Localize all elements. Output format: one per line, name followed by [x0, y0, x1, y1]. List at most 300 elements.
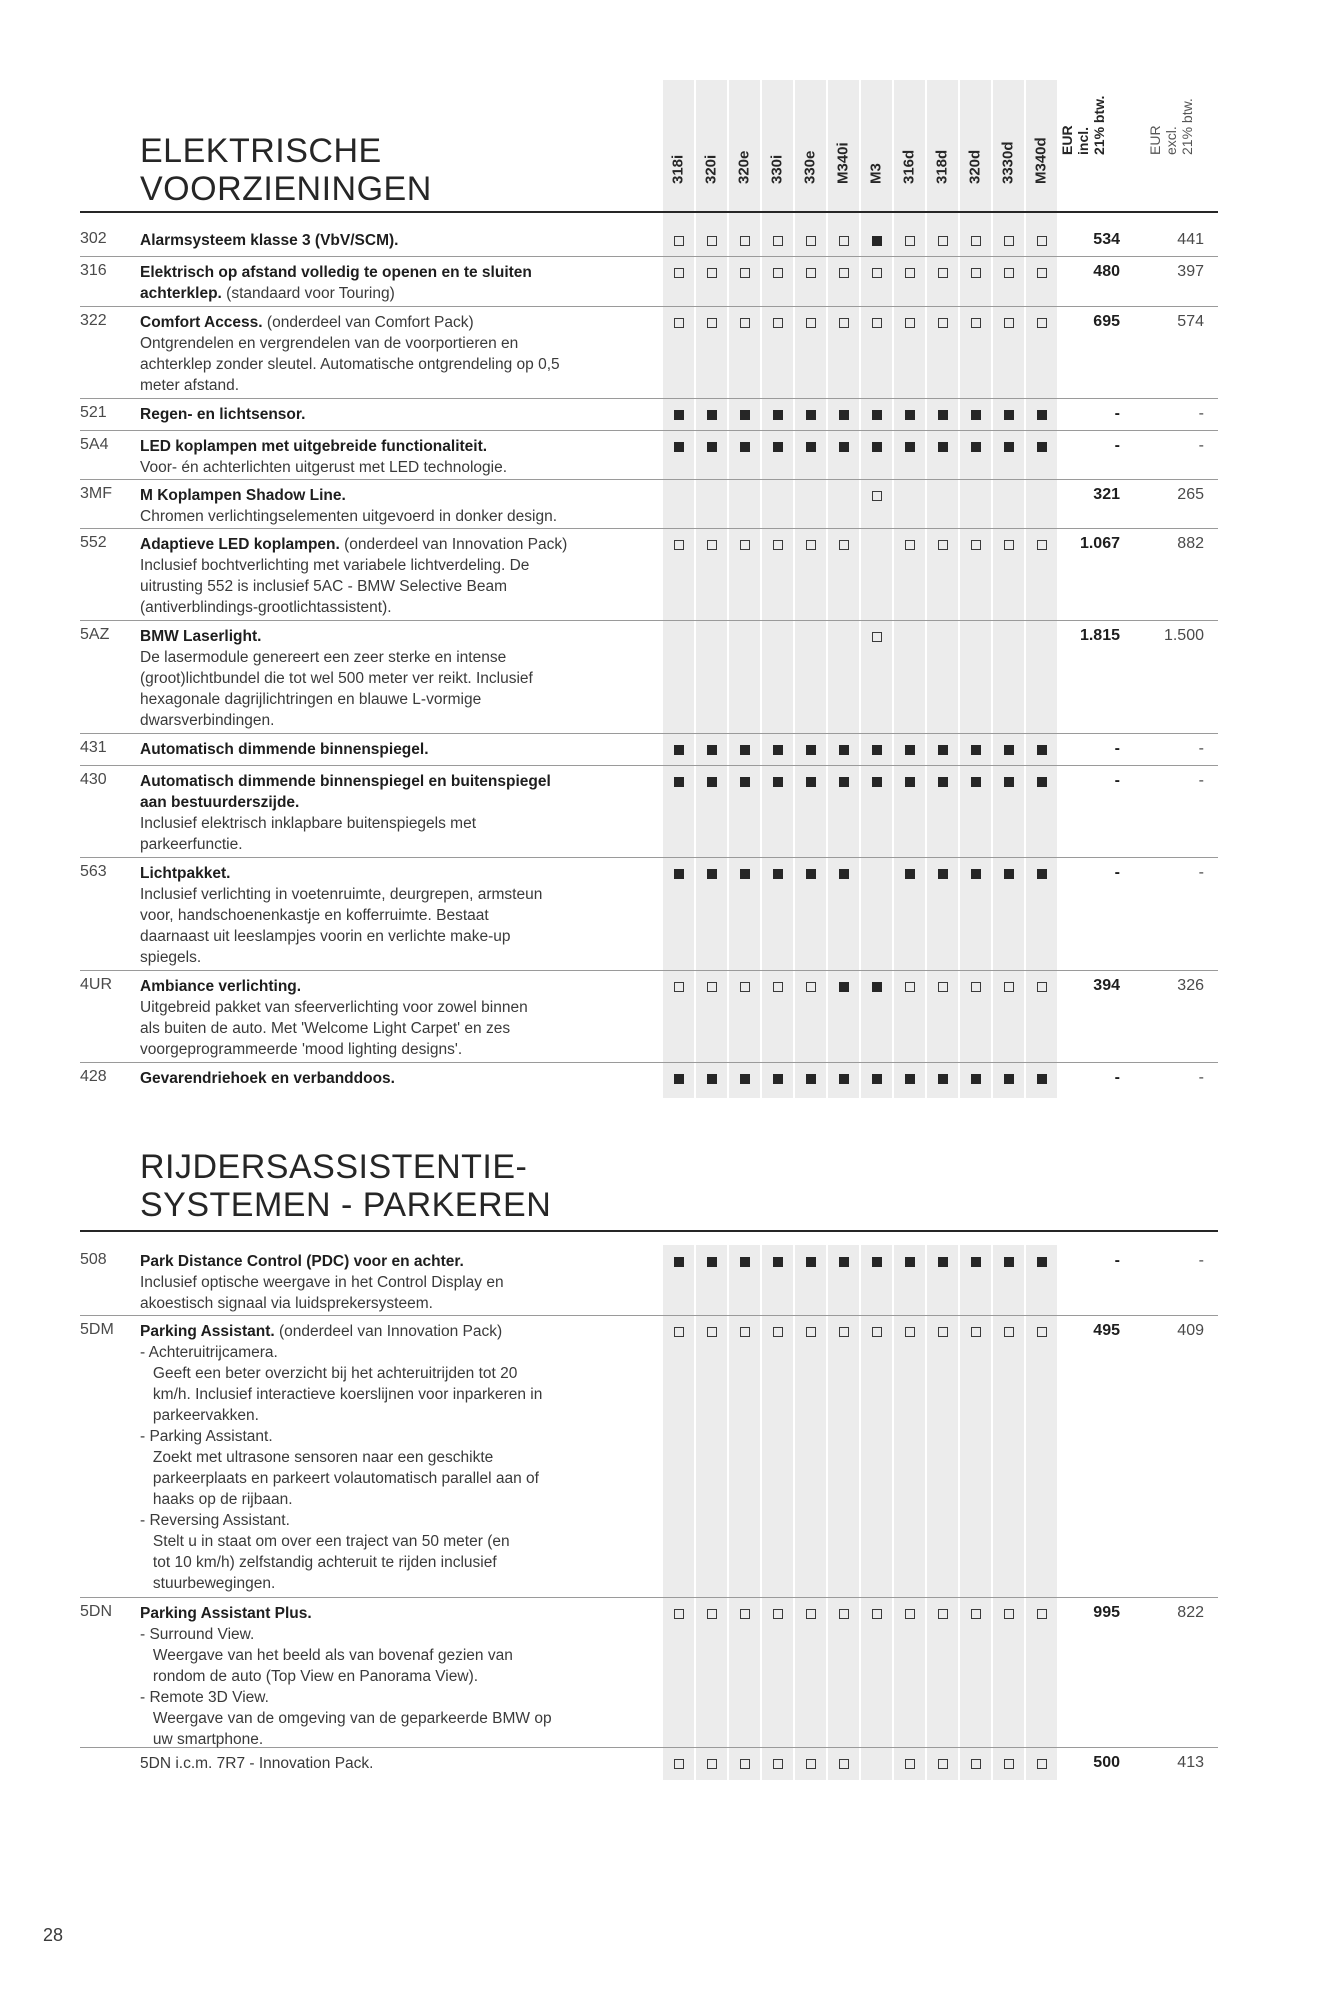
- option-name: Park Distance Control (PDC) voor en achter.: [140, 1253, 464, 1270]
- column-header-m340i: [833, 111, 853, 201]
- description-line: [140, 647, 640, 668]
- column-header-label: 318d: [933, 149, 951, 184]
- optional-marker: [740, 1609, 750, 1619]
- option-code: 5DM: [80, 1321, 114, 1338]
- option-detail: Weergave van de omgeving van de geparkeerde BMW op: [140, 1710, 552, 1727]
- standard-marker: [806, 1074, 816, 1084]
- standard-marker: [773, 410, 783, 420]
- price-incl-vat: 394: [1093, 977, 1120, 994]
- option-row: [80, 256, 1218, 307]
- option-code: 563: [80, 863, 107, 880]
- option-name: Lichtpakket.: [140, 865, 231, 882]
- description-line: [140, 1272, 640, 1293]
- option-name: LED koplampen met uitgebreide functionaliteit.: [140, 438, 488, 455]
- price-incl-vat: -: [1114, 405, 1120, 422]
- option-description: [140, 976, 640, 1060]
- standard-marker: [674, 777, 684, 787]
- optional-marker: [971, 982, 981, 992]
- option-description: [140, 312, 640, 396]
- option-code: 428: [80, 1068, 107, 1085]
- optional-marker: [773, 236, 783, 246]
- standard-marker: [740, 745, 750, 755]
- standard-marker: [740, 410, 750, 420]
- option-detail: (onderdeel van Innovation Pack): [274, 1323, 503, 1340]
- standard-marker: [1004, 1257, 1014, 1267]
- description-line: [140, 1687, 640, 1708]
- price-excl-vat: 441: [1177, 231, 1204, 248]
- optional-marker: [1037, 982, 1047, 992]
- description-line: [140, 576, 640, 597]
- description-line: [140, 813, 640, 834]
- standard-marker: [905, 1257, 915, 1267]
- description-line: [140, 1645, 640, 1666]
- description-line: [140, 1068, 640, 1089]
- standard-marker: [740, 442, 750, 452]
- optional-marker: [872, 1609, 882, 1619]
- description-line: [140, 1666, 640, 1687]
- description-line: [140, 1039, 640, 1060]
- optional-marker: [938, 982, 948, 992]
- column-header-label: 330i: [768, 154, 786, 184]
- standard-marker: [839, 745, 849, 755]
- column-header-label: 330e: [801, 150, 819, 184]
- option-detail: Inclusief elektrisch inklapbare buitenspiegels met: [140, 815, 477, 832]
- optional-marker: [674, 1759, 684, 1769]
- option-detail: tot 10 km/h) zelfstandig achteruit te rijden inclusief: [140, 1554, 497, 1571]
- column-header-3330d: [998, 111, 1018, 201]
- option-detail: Ontgrendelen en vergrendelen van de voorportieren en: [140, 335, 519, 352]
- description-line: [140, 1363, 640, 1384]
- standard-marker: [971, 777, 981, 787]
- option-row: [80, 479, 1218, 529]
- optional-marker: [806, 318, 816, 328]
- standard-marker: [872, 410, 882, 420]
- optional-marker: [938, 540, 948, 550]
- standard-marker: [938, 869, 948, 879]
- optional-marker: [707, 1609, 717, 1619]
- option-row: [80, 1747, 1218, 1777]
- price-header-incl: [1059, 83, 1105, 203]
- option-code: 5DN: [80, 1603, 113, 1620]
- price-excl-vat: 882: [1177, 535, 1204, 552]
- description-line: [140, 597, 640, 618]
- optional-marker: [1004, 236, 1014, 246]
- option-detail: Inclusief optische weergave in het Control Display en: [140, 1274, 504, 1291]
- standard-marker: [1004, 410, 1014, 420]
- option-code: 430: [80, 771, 107, 788]
- option-detail: De lasermodule genereert een zeer sterke en intense: [140, 649, 507, 666]
- optional-marker: [872, 268, 882, 278]
- optional-marker: [905, 1759, 915, 1769]
- standard-marker: [707, 1257, 717, 1267]
- description-line: [140, 1447, 640, 1468]
- price-incl-vat: 495: [1093, 1322, 1120, 1339]
- column-header-320e: [734, 111, 754, 201]
- option-detail: stuurbewegingen.: [140, 1575, 276, 1592]
- column-header-label: 3330d: [999, 141, 1017, 184]
- option-description: [140, 771, 640, 855]
- section-header-rule: [80, 1230, 1218, 1232]
- price-excl-vat: 822: [1177, 1604, 1204, 1621]
- optional-marker: [1004, 1327, 1014, 1337]
- optional-marker: [674, 236, 684, 246]
- option-row: [80, 1245, 1218, 1316]
- description-line: [140, 333, 640, 354]
- option-code: 302: [80, 230, 107, 247]
- standard-marker: [971, 869, 981, 879]
- optional-marker: [839, 268, 849, 278]
- description-line: [140, 710, 640, 731]
- price-header-label: EUR incl. 21% btw.: [1059, 95, 1107, 155]
- optional-marker: [839, 1327, 849, 1337]
- option-row: [80, 857, 1218, 971]
- option-detail: als buiten de auto. Met 'Welcome Light Carpet' en zes: [140, 1020, 511, 1037]
- optional-marker: [674, 1609, 684, 1619]
- optional-marker: [1004, 318, 1014, 328]
- optional-marker: [773, 1609, 783, 1619]
- description-line: [140, 926, 640, 947]
- optional-marker: [905, 1327, 915, 1337]
- price-excl-vat: 409: [1177, 1322, 1204, 1339]
- standard-marker: [872, 236, 882, 246]
- optional-marker: [674, 982, 684, 992]
- optional-marker: [971, 236, 981, 246]
- optional-marker: [773, 268, 783, 278]
- price-excl-vat: -: [1198, 405, 1204, 422]
- optional-marker: [971, 1609, 981, 1619]
- standard-marker: [1004, 869, 1014, 879]
- optional-marker: [905, 540, 915, 550]
- optional-marker: [938, 1609, 948, 1619]
- standard-marker: [773, 442, 783, 452]
- optional-marker: [1004, 982, 1014, 992]
- option-description: [140, 739, 640, 760]
- standard-marker: [971, 1257, 981, 1267]
- description-line: [140, 1708, 640, 1729]
- standard-marker: [938, 1074, 948, 1084]
- option-detail: rondom de auto (Top View en Panorama View).: [140, 1668, 479, 1685]
- optional-marker: [1004, 540, 1014, 550]
- option-detail: parkeervakken.: [140, 1407, 259, 1424]
- option-detail: (groot)lichtbundel die tot wel 500 meter ver reikt. Inclusief: [140, 670, 533, 687]
- option-detail: achterklep zonder sleutel. Automatische ontgrendeling op 0,5: [140, 356, 560, 373]
- option-detail: Voor- én achterlichten uitgerust met LED technologie.: [140, 459, 508, 476]
- standard-marker: [872, 442, 882, 452]
- optional-marker: [806, 982, 816, 992]
- standard-marker: [806, 410, 816, 420]
- option-code: 322: [80, 312, 107, 329]
- price-incl-vat: -: [1114, 437, 1120, 454]
- standard-marker: [938, 410, 948, 420]
- option-row: [80, 765, 1218, 858]
- standard-marker: [1037, 442, 1047, 452]
- description-line: [140, 1510, 640, 1531]
- section-title-line: RIJDERSASSISTENTIE-: [140, 1148, 528, 1186]
- optional-marker: [971, 268, 981, 278]
- description-line: [140, 230, 640, 251]
- standard-marker: [707, 869, 717, 879]
- standard-marker: [872, 1257, 882, 1267]
- optional-marker: [971, 1759, 981, 1769]
- standard-marker: [773, 1257, 783, 1267]
- optional-marker: [1037, 1759, 1047, 1769]
- price-excl-vat: 413: [1177, 1754, 1204, 1771]
- description-line: [140, 262, 640, 283]
- optional-marker: [740, 236, 750, 246]
- optional-marker: [707, 318, 717, 328]
- description-line: [140, 834, 640, 855]
- optional-marker: [905, 236, 915, 246]
- optional-marker: [674, 318, 684, 328]
- optional-marker: [905, 982, 915, 992]
- standard-marker: [905, 442, 915, 452]
- option-name: M Koplampen Shadow Line.: [140, 487, 346, 504]
- option-detail: 5DN i.c.m. 7R7 - Innovation Pack.: [140, 1755, 374, 1772]
- column-header-label: M340d: [1032, 137, 1050, 184]
- option-row: [80, 528, 1218, 621]
- standard-marker: [872, 1074, 882, 1084]
- section-title: [140, 132, 432, 208]
- option-detail: (onderdeel van Innovation Pack): [339, 536, 568, 553]
- standard-marker: [839, 982, 849, 992]
- description-line: [140, 1531, 640, 1552]
- option-name: BMW Laserlight.: [140, 628, 262, 645]
- standard-marker: [773, 1074, 783, 1084]
- optional-marker: [806, 236, 816, 246]
- option-detail: - Parking Assistant.: [140, 1428, 273, 1445]
- standard-marker: [773, 869, 783, 879]
- standard-marker: [872, 745, 882, 755]
- option-description: [140, 1321, 640, 1594]
- column-header-m3: [866, 111, 886, 201]
- option-detail: (standaard voor Touring): [221, 285, 395, 302]
- price-excl-vat: -: [1198, 864, 1204, 881]
- optional-marker: [872, 318, 882, 328]
- option-name: Automatisch dimmende binnenspiegel en buitenspiegel: [140, 773, 551, 790]
- optional-marker: [839, 236, 849, 246]
- price-excl-vat: 1.500: [1163, 627, 1204, 644]
- price-header-label: EUR excl. 21% btw.: [1147, 98, 1195, 155]
- standard-marker: [674, 410, 684, 420]
- optional-marker: [707, 1327, 717, 1337]
- price-excl-vat: -: [1198, 1069, 1204, 1086]
- option-detail: Chromen verlichtingselementen uitgevoerd in donker design.: [140, 508, 558, 525]
- standard-marker: [707, 1074, 717, 1084]
- description-line: [140, 1321, 640, 1342]
- option-detail: haaks op de rijbaan.: [140, 1491, 293, 1508]
- option-detail: (onderdeel van Comfort Pack): [262, 314, 474, 331]
- description-line: [140, 905, 640, 926]
- option-detail: - Remote 3D View.: [140, 1689, 269, 1706]
- option-code: 3MF: [80, 485, 112, 502]
- description-line: [140, 1753, 640, 1774]
- description-line: [140, 485, 640, 506]
- standard-marker: [905, 745, 915, 755]
- option-code: 552: [80, 534, 107, 551]
- description-line: [140, 1342, 640, 1363]
- description-line: [140, 375, 640, 396]
- optional-marker: [938, 268, 948, 278]
- option-row: [80, 970, 1218, 1063]
- description-line: [140, 1489, 640, 1510]
- optional-marker: [1004, 1759, 1014, 1769]
- option-detail: voorgeprogrammeerde 'mood lighting designs'.: [140, 1041, 463, 1058]
- standard-marker: [1037, 1257, 1047, 1267]
- option-detail: meter afstand.: [140, 377, 240, 394]
- section-title-line: VOORZIENINGEN: [140, 170, 432, 208]
- column-header-label: 316d: [900, 149, 918, 184]
- option-name: Elektrisch op afstand volledig te openen en te sluiten: [140, 264, 532, 281]
- standard-marker: [938, 777, 948, 787]
- optional-marker: [1004, 268, 1014, 278]
- optional-marker: [773, 540, 783, 550]
- optional-marker: [938, 318, 948, 328]
- standard-marker: [674, 869, 684, 879]
- option-name: Alarmsysteem klasse 3 (VbV/SCM).: [140, 232, 399, 249]
- price-incl-vat: 321: [1093, 486, 1120, 503]
- option-row: [80, 398, 1218, 431]
- description-line: [140, 457, 640, 478]
- price-incl-vat: -: [1114, 1069, 1120, 1086]
- standard-marker: [1004, 745, 1014, 755]
- column-header-label: 320i: [702, 154, 720, 184]
- optional-marker: [674, 268, 684, 278]
- description-line: [140, 312, 640, 333]
- optional-marker: [740, 318, 750, 328]
- standard-marker: [1037, 745, 1047, 755]
- price-incl-vat: -: [1114, 772, 1120, 789]
- standard-marker: [905, 777, 915, 787]
- optional-marker: [971, 540, 981, 550]
- description-line: [140, 404, 640, 425]
- price-header-excl: [1147, 83, 1193, 203]
- description-line: [140, 1624, 640, 1645]
- column-header-330i: [767, 111, 787, 201]
- standard-marker: [872, 777, 882, 787]
- price-incl-vat: 1.067: [1079, 535, 1120, 552]
- column-header-320i: [701, 111, 721, 201]
- standard-marker: [839, 869, 849, 879]
- option-row: [80, 620, 1218, 734]
- column-header-316d: [899, 111, 919, 201]
- standard-marker: [938, 1257, 948, 1267]
- option-row: [80, 1597, 1218, 1748]
- option-description: [140, 1603, 640, 1750]
- optional-marker: [773, 318, 783, 328]
- standard-marker: [839, 1074, 849, 1084]
- option-detail: daarnaast uit leeslampjes voorin en verlichte make-up: [140, 928, 511, 945]
- option-description: [140, 1251, 640, 1314]
- description-line: [140, 739, 640, 760]
- option-name: Regen- en lichtsensor.: [140, 406, 306, 423]
- standard-marker: [674, 442, 684, 452]
- option-description: [140, 485, 640, 527]
- description-line: [140, 1552, 640, 1573]
- option-code: 316: [80, 262, 107, 279]
- description-line: [140, 1384, 640, 1405]
- standard-marker: [806, 777, 816, 787]
- standard-marker: [1037, 1074, 1047, 1084]
- option-detail: (antiverblindings-grootlichtassistent).: [140, 599, 392, 616]
- standard-marker: [1037, 777, 1047, 787]
- description-line: [140, 997, 640, 1018]
- option-description: [140, 230, 640, 251]
- optional-marker: [905, 268, 915, 278]
- description-line: [140, 555, 640, 576]
- optional-marker: [971, 318, 981, 328]
- standard-marker: [707, 777, 717, 787]
- optional-marker: [1037, 268, 1047, 278]
- standard-marker: [707, 745, 717, 755]
- option-description: [140, 1753, 640, 1774]
- standard-marker: [806, 442, 816, 452]
- description-line: [140, 1603, 640, 1624]
- column-header-label: 320d: [966, 149, 984, 184]
- description-line: [140, 1018, 640, 1039]
- option-code: 508: [80, 1251, 107, 1268]
- standard-marker: [938, 442, 948, 452]
- optional-marker: [707, 540, 717, 550]
- column-header-320d: [965, 111, 985, 201]
- price-excl-vat: -: [1198, 740, 1204, 757]
- option-detail: parkeerfunctie.: [140, 836, 243, 853]
- description-line: [140, 534, 640, 555]
- optional-marker: [1037, 318, 1047, 328]
- optional-marker: [1004, 1609, 1014, 1619]
- option-detail: parkeerplaats en parkeert volautomatisch parallel aan of: [140, 1470, 539, 1487]
- standard-marker: [938, 745, 948, 755]
- standard-marker: [872, 982, 882, 992]
- section-title-line: SYSTEMEN - PARKEREN: [140, 1186, 552, 1224]
- description-line: [140, 884, 640, 905]
- standard-marker: [971, 745, 981, 755]
- optional-marker: [674, 540, 684, 550]
- description-line: [140, 626, 640, 647]
- optional-marker: [806, 1609, 816, 1619]
- option-row: [80, 306, 1218, 399]
- standard-marker: [740, 869, 750, 879]
- option-detail: Inclusief verlichting in voetenruimte, deurgrepen, armsteun: [140, 886, 543, 903]
- standard-marker: [707, 442, 717, 452]
- option-detail: Weergave van het beeld als van bovenaf gezien van: [140, 1647, 513, 1664]
- option-detail: uitrusting 552 is inclusief 5AC - BMW Selective Beam: [140, 578, 507, 595]
- optional-marker: [839, 318, 849, 328]
- standard-marker: [674, 1074, 684, 1084]
- option-description: [140, 262, 640, 304]
- option-row: [80, 224, 1218, 257]
- optional-marker: [1037, 236, 1047, 246]
- optional-marker: [707, 982, 717, 992]
- option-code: 431: [80, 739, 107, 756]
- optional-marker: [740, 1759, 750, 1769]
- standard-marker: [674, 745, 684, 755]
- optional-marker: [839, 1759, 849, 1769]
- description-line: [140, 976, 640, 997]
- optional-marker: [905, 1609, 915, 1619]
- standard-marker: [806, 1257, 816, 1267]
- column-header-318d: [932, 111, 952, 201]
- optional-marker: [872, 1327, 882, 1337]
- optional-marker: [707, 236, 717, 246]
- optional-marker: [905, 318, 915, 328]
- page-number: 28: [43, 1925, 64, 1945]
- standard-marker: [1037, 410, 1047, 420]
- standard-marker: [740, 777, 750, 787]
- description-line: [140, 354, 640, 375]
- standard-marker: [905, 410, 915, 420]
- optional-marker: [938, 1327, 948, 1337]
- optional-marker: [938, 1759, 948, 1769]
